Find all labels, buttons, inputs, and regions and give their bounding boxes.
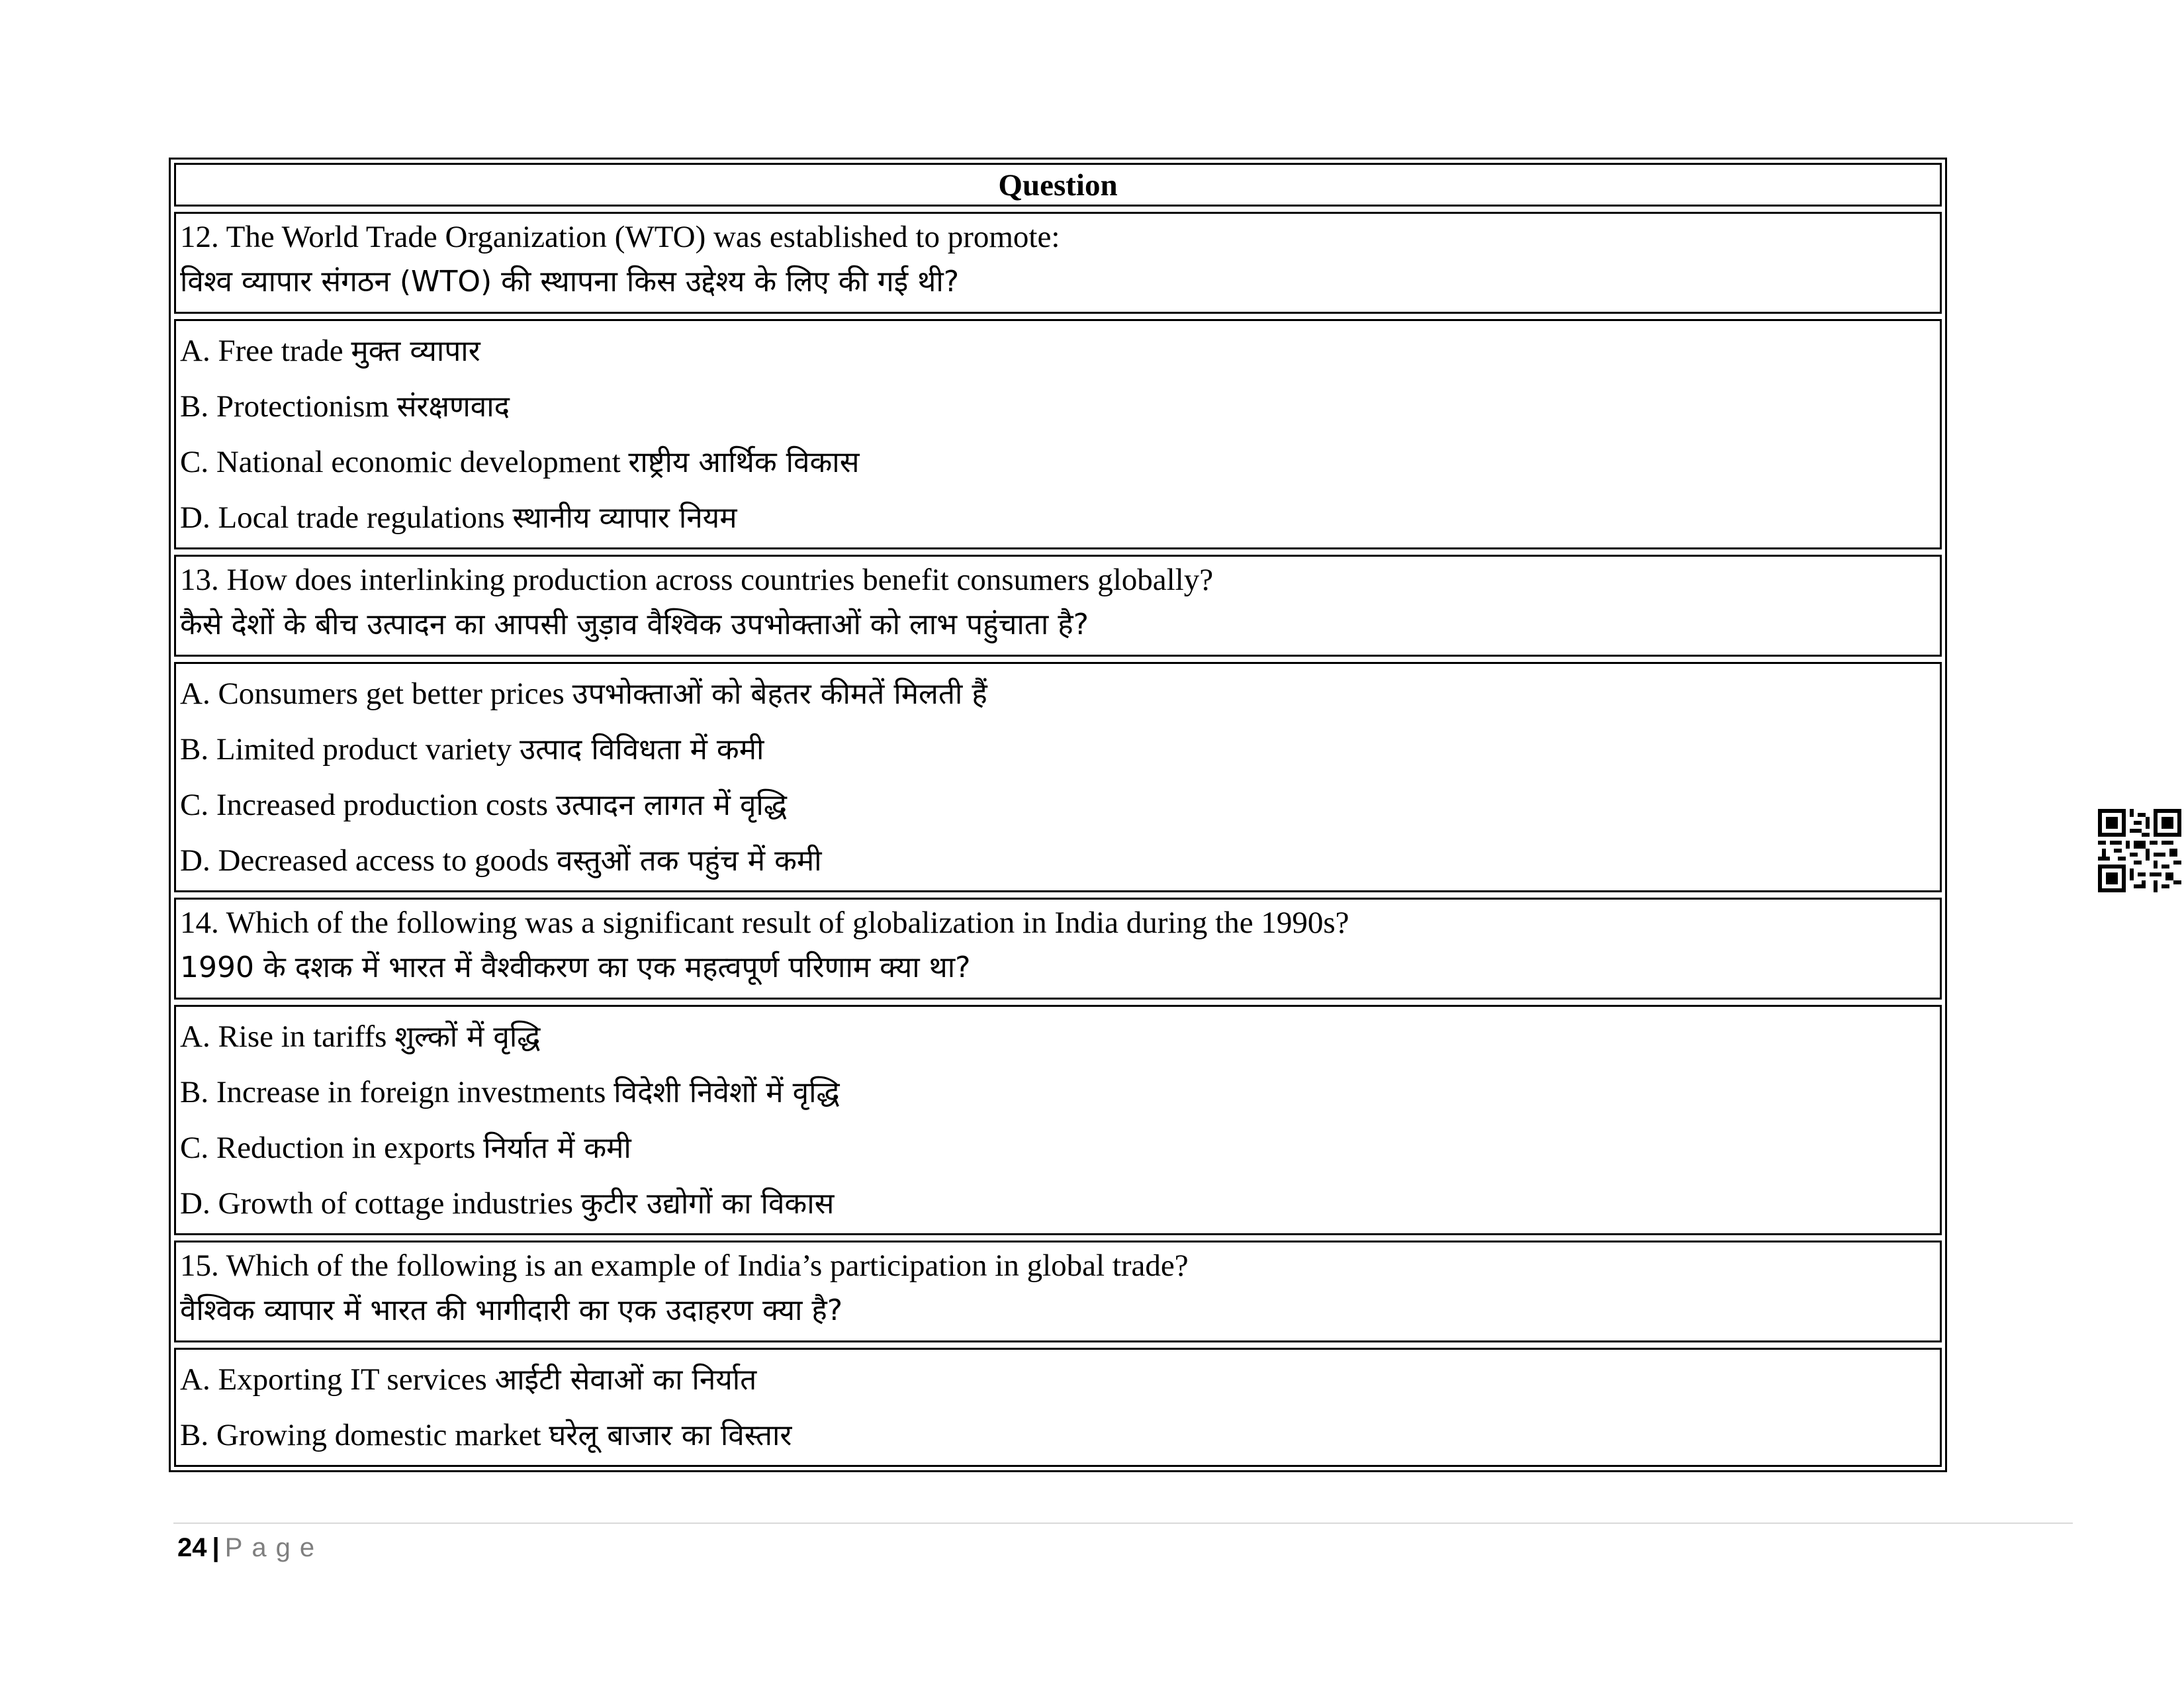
option-a: A. Consumers get better prices उपभोक्ताओं को बेहतर कीमतें मिलती हैं xyxy=(180,677,987,711)
question-15-hindi: वैश्विक व्यापार में भारत की भागीदारी का एक उदाहरण क्या है? xyxy=(180,1293,843,1327)
option-d: D. Local trade regulations स्थानीय व्यापार नियम xyxy=(180,500,737,535)
option-b: B. Limited product variety उत्पाद विविधता में कमी xyxy=(180,732,764,767)
option-c: C. National economic development राष्ट्रीय आर्थिक विकास xyxy=(180,445,860,479)
question-12-english: 12. The World Trade Organization (WTO) was established to promote: xyxy=(180,220,1060,254)
question-13-hindi: कैसे देशों के बीच उत्पादन का आपसी जुड़ाव वैश्विक उपभोक्ताओं को लाभ पहुंचाता है? xyxy=(180,608,1089,641)
question-13-options xyxy=(174,662,1942,892)
question-15-options xyxy=(174,1348,1942,1467)
question-14-options xyxy=(174,1005,1942,1235)
table-header: Question xyxy=(174,163,1942,207)
question-13 xyxy=(174,555,1942,657)
option-a: A. Free trade मुक्त व्यापार xyxy=(180,334,480,368)
footer-separator: | xyxy=(212,1533,220,1562)
option-b: B. Increase in foreign investments विदेशी निवेशों में वृद्धि xyxy=(180,1075,840,1109)
question-12-hindi: विश्व व्यापार संगठन (WTO) की स्थापना किस उद्देश्य के लिए की गई थी? xyxy=(180,265,960,299)
footer-divider xyxy=(173,1523,2073,1524)
question-13-english: 13. How does interlinking production across countries benefit consumers globally? xyxy=(180,563,1214,597)
question-table xyxy=(169,158,1947,1472)
option-d: D. Decreased access to goods वस्तुओं तक पहुंच में कमी xyxy=(180,843,822,878)
option-c: C. Reduction in exports निर्यात में कमी xyxy=(180,1131,631,1165)
question-15-english: 15. Which of the following is an example of India’s participation in global trade? xyxy=(180,1248,1189,1283)
question-14-hindi: 1990 के दशक में भारत में वैश्वीकरण का एक महत्वपूर्ण परिणाम क्या था? xyxy=(180,951,971,984)
qr-code-icon[interactable] xyxy=(2098,809,2181,892)
option-d: D. Growth of cottage industries कुटीर उद्योगों का विकास xyxy=(180,1186,835,1221)
option-b: B. Protectionism संरक्षणवाद xyxy=(180,389,510,424)
question-12 xyxy=(174,212,1942,314)
question-14-english: 14. Which of the following was a significant result of globalization in India during the 1990s? xyxy=(180,906,1349,940)
option-a: A. Exporting IT services आईटी सेवाओं का निर्यात xyxy=(180,1362,757,1397)
option-a: A. Rise in tariffs शुल्कों में वृद्धि xyxy=(180,1019,541,1054)
page-footer xyxy=(177,1529,324,1566)
question-15 xyxy=(174,1241,1942,1342)
page-label: Page xyxy=(224,1533,324,1562)
question-14 xyxy=(174,898,1942,1000)
page-number: 24 xyxy=(177,1533,207,1562)
option-b: B. Growing domestic market घरेलू बाजार का विस्तार xyxy=(180,1418,792,1452)
option-c: C. Increased production costs उत्पादन लागत में वृद्धि xyxy=(180,788,787,822)
question-12-options xyxy=(174,319,1942,549)
